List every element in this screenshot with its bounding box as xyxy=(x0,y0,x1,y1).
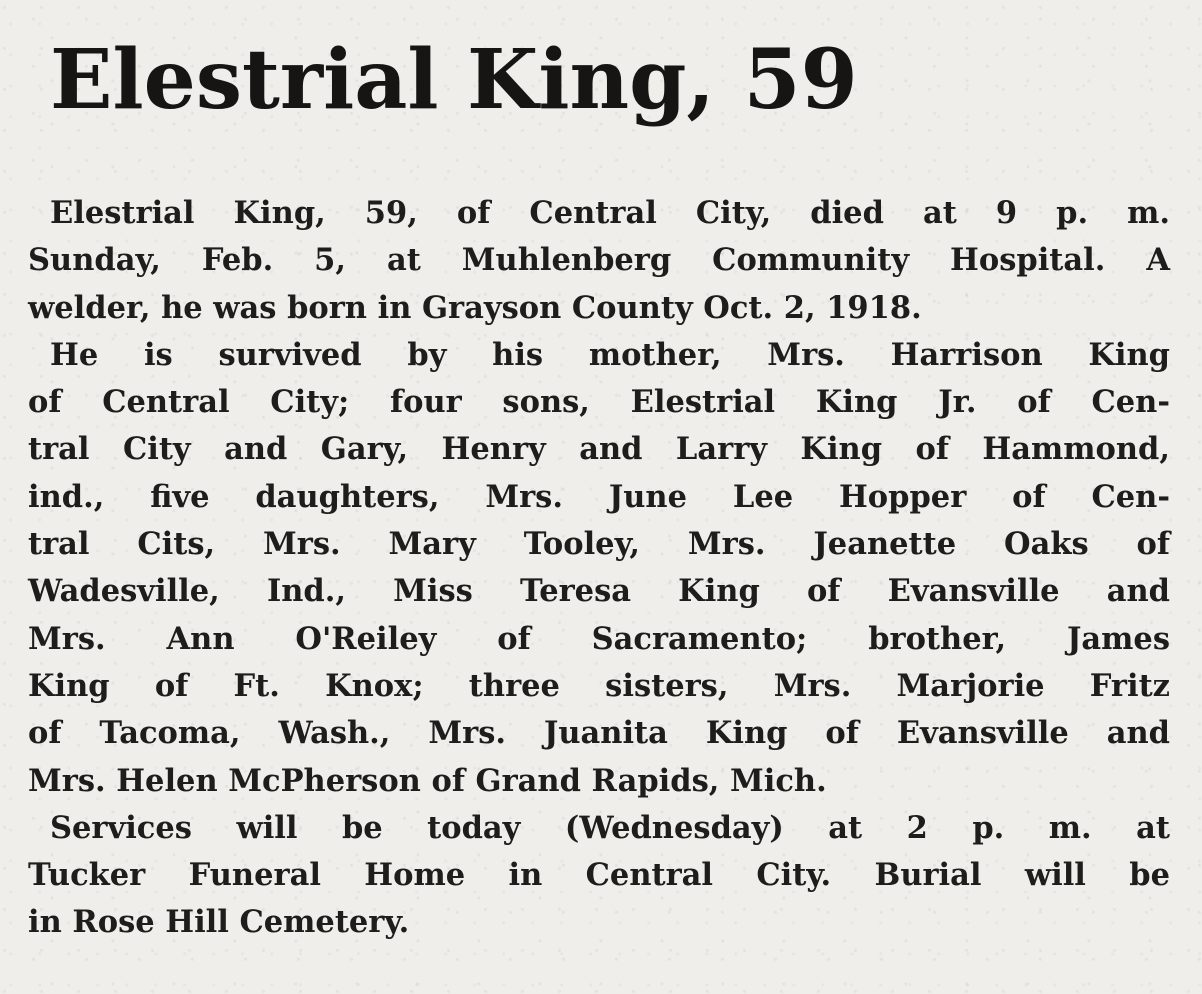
text-line: Mrs. Helen McPherson of Grand Rapids, Mich. xyxy=(28,762,827,799)
text-line: in Rose Hill Cemetery. xyxy=(28,904,410,941)
text-line: tral Cits, Mrs. Mary Tooley, Mrs. Jeanette Oaks of xyxy=(28,526,1170,563)
text-line: Sunday, Feb. 5, at Muhlenberg Community Hospital. A xyxy=(28,242,1170,279)
obituary-headline: Elestrial King, 59 xyxy=(50,32,858,128)
text-line: He is survived by his mother, Mrs. Harrison King xyxy=(50,336,1170,373)
paragraph-services xyxy=(28,805,1170,947)
obituary-body xyxy=(28,190,1170,947)
text-line: King of Ft. Knox; three sisters, Mrs. Marjorie Fritz xyxy=(28,667,1170,704)
paragraph-death-notice xyxy=(28,190,1170,332)
text-line: Tucker Funeral Home in Central City. Burial will be xyxy=(28,857,1170,894)
text-line: welder, he was born in Grayson County Oct. 2, 1918. xyxy=(28,289,922,326)
text-line: Elestrial King, 59, of Central City, died at 9 p. m. xyxy=(50,195,1170,231)
paragraph-survivors xyxy=(28,332,1170,805)
text-line: Wadesville, Ind., Miss Teresa King of Evansville and xyxy=(28,573,1170,610)
text-line: Mrs. Ann O'Reiley of Sacramento; brother, James xyxy=(28,620,1170,657)
text-line: tral City and Gary, Henry and Larry King of Hammond, xyxy=(28,431,1170,468)
text-line: ind., five daughters, Mrs. June Lee Hopper of Cen- xyxy=(28,478,1170,515)
text-line: of Tacoma, Wash., Mrs. Juanita King of Evansville and xyxy=(28,715,1170,752)
text-line: of Central City; four sons, Elestrial King Jr. of Cen- xyxy=(28,384,1170,421)
text-line: Services will be today (Wednesday) at 2 p. m. at xyxy=(50,809,1170,846)
